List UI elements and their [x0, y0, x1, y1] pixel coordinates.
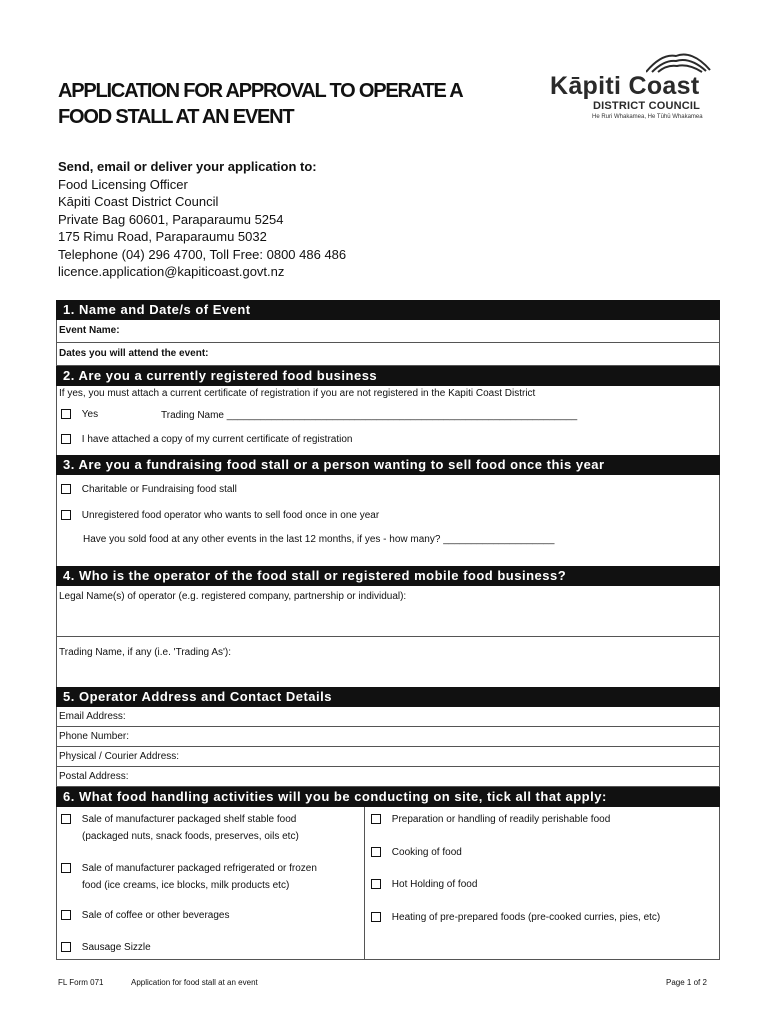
logo-tagline: He Ruri Whakamea, He Tūhū Whakamea [592, 114, 703, 120]
column-divider [364, 807, 365, 959]
hot-holding-checkbox[interactable] [371, 879, 381, 889]
event-dates-field[interactable] [56, 343, 720, 366]
phone-field[interactable] [56, 727, 720, 747]
unregistered-operator-checkbox[interactable] [61, 510, 71, 520]
email-label: Email Address: [59, 711, 126, 722]
legal-name-field[interactable] [56, 586, 720, 637]
perishable-checkbox[interactable] [371, 814, 381, 824]
event-dates-label: Dates you will attend the event: [59, 348, 209, 359]
section-2-header: 2. Are you a currently registered food business [56, 366, 720, 386]
refrigerated-checkbox[interactable] [61, 863, 71, 873]
certificate-attached-checkbox[interactable] [61, 434, 71, 444]
send-heading: Send, email or deliver your application to: [58, 159, 317, 174]
refrigerated-label: Sale of manufacturer packaged refrigerated or frozen [81, 863, 317, 874]
heating-checkbox[interactable] [371, 912, 381, 922]
coffee-checkbox[interactable] [61, 910, 71, 920]
events-sold-count-field[interactable]: Have you sold food at any other events in the last 12 months, if yes - how many? ____________________ [83, 534, 555, 545]
postal-address-field[interactable] [56, 767, 720, 787]
send-line: Private Bag 60601, Paraparaumu 5254 [58, 211, 284, 227]
hot-holding-label: Hot Holding of food [391, 879, 478, 890]
send-line: Kāpiti Coast District Council [58, 194, 219, 209]
cooking-label: Cooking of food [391, 847, 462, 858]
hills-logo-icon [646, 50, 712, 74]
logo-subtitle: DISTRICT COUNCIL [593, 100, 701, 112]
event-name-field[interactable] [56, 320, 720, 343]
perishable-label: Preparation or handling of readily perishable food [391, 814, 611, 825]
footer-page-number: Page 1 of 2 [666, 978, 707, 987]
legal-name-label: Legal Name(s) of operator (e.g. registered company, partnership or individual): [59, 591, 407, 602]
section-5-header: 5. Operator Address and Contact Details [56, 687, 720, 707]
physical-address-field[interactable] [56, 747, 720, 767]
trading-name-field[interactable]: Trading Name _______________________________________________________________ [161, 410, 578, 421]
logo-name: Kāpiti Coast [550, 72, 700, 100]
refrigerated-sub-label: food (ice creams, ice blocks, milk products etc) [82, 880, 290, 891]
sausage-sizzle-checkbox[interactable] [61, 942, 71, 952]
trading-as-field[interactable] [56, 637, 720, 687]
registered-yes-label: Yes [81, 409, 99, 420]
postal-address-label: Postal Address: [59, 771, 129, 782]
cooking-checkbox[interactable] [371, 847, 381, 857]
council-logo [548, 50, 716, 130]
send-line: Food Licensing Officer [58, 176, 188, 192]
application-form [56, 300, 720, 960]
event-name-label: Event Name: [59, 325, 120, 336]
shelf-stable-sub-label: (packaged nuts, snack foods, preserves, oils etc) [82, 831, 299, 842]
section-3-header: 3. Are you a fundraising food stall or a person wanting to sell food once this year [56, 455, 720, 475]
phone-label: Phone Number: [59, 731, 130, 742]
page-title [58, 78, 463, 130]
send-line: 175 Rimu Road, Paraparaumu 5032 [58, 229, 267, 244]
title-line-1: APPLICATION FOR APPROVAL TO OPERATE A [58, 80, 463, 102]
registered-yes-checkbox[interactable] [61, 409, 71, 419]
trading-as-label: Trading Name, if any (i.e. 'Trading As'): [59, 647, 232, 658]
section-1-header: 1. Name and Date/s of Event [56, 300, 720, 320]
heating-label: Heating of pre-prepared foods (pre-cooked curries, pies, etc) [391, 912, 661, 923]
unregistered-operator-label: Unregistered food operator who wants to sell food once in one year [81, 510, 380, 521]
physical-address-label: Physical / Courier Address: [59, 751, 180, 762]
send-line: Telephone (04) 296 4700, Toll Free: 0800 486 486 [58, 246, 347, 262]
charitable-checkbox[interactable] [61, 484, 71, 494]
section-4-header: 4. Who is the operator of the food stall or registered mobile food business? [56, 566, 720, 586]
footer-description: Application for food stall at an event [131, 978, 258, 987]
coffee-label: Sale of coffee or other beverages [81, 910, 230, 921]
send-to-block [58, 158, 346, 281]
section-6-header: 6. What food handling activities will you be conducting on site, tick all that apply: [56, 787, 720, 807]
title-line-2: FOOD STALL AT AN EVENT [58, 106, 294, 128]
shelf-stable-checkbox[interactable] [61, 814, 71, 824]
send-email: licence.application@kapiticoast.govt.nz [58, 264, 285, 279]
email-field[interactable] [56, 707, 720, 727]
shelf-stable-label: Sale of manufacturer packaged shelf stable food [81, 814, 297, 825]
certificate-attached-label: I have attached a copy of my current certificate of registration [81, 434, 353, 445]
charitable-label: Charitable or Fundraising food stall [81, 484, 237, 495]
footer-form-number: FL Form 071 [58, 978, 104, 987]
registration-note: If yes, you must attach a current certificate of registration if you are not registered in the Kapiti Coast District [59, 388, 536, 399]
sausage-sizzle-label: Sausage Sizzle [81, 942, 151, 953]
